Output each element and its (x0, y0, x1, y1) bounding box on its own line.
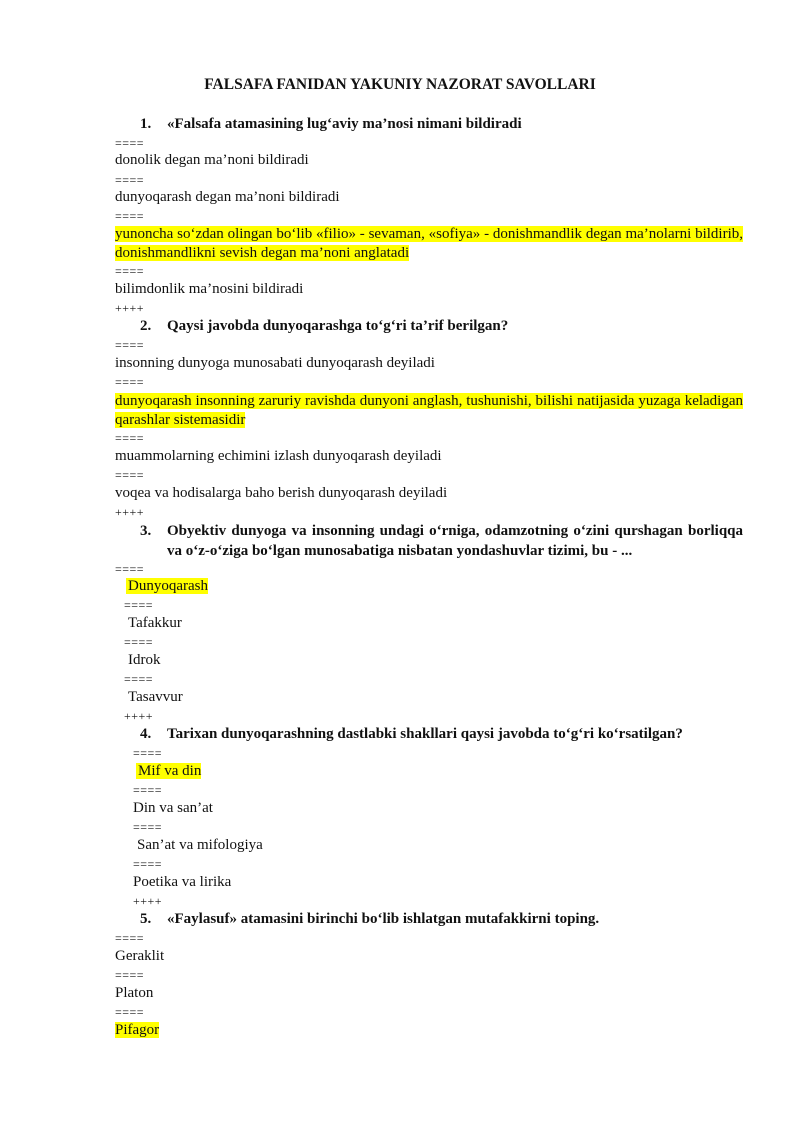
answer-option-correct (115, 225, 743, 262)
separator: ==== (115, 468, 145, 482)
separator: ==== (115, 209, 145, 223)
answer-option-correct (126, 577, 754, 596)
separator: ==== (115, 1005, 145, 1019)
separator: ==== (115, 431, 145, 445)
separator: ==== (115, 562, 145, 576)
end-marker: ++++ (115, 301, 145, 315)
correct-answer-highlight: Mif va din (138, 763, 202, 779)
separator: ==== (124, 672, 154, 686)
page-title: FALSAFA FANIDAN YAKUNIY NAZORAT SAVOLLARI (204, 76, 596, 93)
answer-option: muammolarning echimini izlash dunyoqarash deyiladi (115, 448, 442, 464)
question-text: Tarixan dunyoqarashning dastlabki shakllari qaysi javobda to‘g‘ri ko‘rsatilgan? (167, 726, 683, 742)
answer-option: Platon (115, 985, 154, 1001)
question-5 (140, 910, 743, 929)
answer-option: donolik degan ma’noni bildiradi (115, 152, 309, 168)
answer-option: San’at va mifologiya (137, 837, 263, 853)
separator: ==== (133, 746, 163, 760)
separator: ==== (115, 968, 145, 982)
question-3 (140, 521, 743, 561)
answer-option: Tafakkur (128, 615, 182, 631)
correct-answer-highlight: dunyoqarash insonning zaruriy ravishda dunyoni anglash, tushunishi, bilishi natijasida yuzaga keladigan qarashlar sistemasidir (115, 393, 743, 428)
answer-option-correct (115, 1021, 743, 1040)
separator: ==== (133, 820, 163, 834)
separator: ==== (133, 857, 163, 871)
answer-option: bilimdonlik ma’nosini bildiradi (115, 281, 304, 297)
correct-answer-highlight: Dunyoqarash (128, 578, 208, 594)
question-text: «Faylasuf» atamasini birinchi bo‘lib ishlatgan mutafakkirni toping. (167, 911, 600, 927)
question-text: «Falsafa atamasining lug‘aviy ma’nosi nimani bildiradi (167, 116, 522, 132)
answer-option: dunyoqarash degan ma’noni bildiradi (115, 189, 340, 205)
question-number: 1. (140, 116, 152, 132)
question-number: 5. (140, 911, 152, 927)
correct-answer-highlight: Pifagor (115, 1022, 160, 1038)
answer-option: Poetika va lirika (133, 874, 232, 890)
answer-option-correct (136, 762, 764, 781)
question-number: 4. (140, 726, 152, 742)
answer-option: Din va san’at (133, 800, 213, 816)
separator: ==== (115, 173, 145, 187)
question-2 (140, 317, 743, 336)
answer-option: insonning dunyoga munosabati dunyoqarash deyiladi (115, 355, 435, 371)
separator: ==== (133, 783, 163, 797)
question-number: 3. (140, 523, 152, 539)
question-number: 2. (140, 318, 152, 334)
answer-option: Geraklit (115, 948, 165, 964)
separator: ==== (115, 136, 145, 150)
answer-option: voqea va hodisalarga baho berish dunyoqarash deyiladi (115, 485, 448, 501)
question-4 (140, 725, 743, 744)
end-marker: ++++ (115, 505, 145, 519)
question-text: Qaysi javobda dunyoqarashga to‘g‘ri ta’rif berilgan? (167, 318, 509, 334)
separator: ==== (124, 635, 154, 649)
separator: ==== (115, 338, 145, 352)
end-marker: ++++ (124, 709, 154, 723)
question-text: Obyektiv dunyoga va insonning undagi o‘rniga, odamzotning o‘zini qurshagan borliqqa va o‘z-o‘ziga bo‘lgan munosabatiga nisbatan yondashuvlar tizimi, bu - ... (167, 523, 743, 559)
separator: ==== (115, 931, 145, 945)
question-1 (140, 115, 743, 134)
separator: ==== (115, 375, 145, 389)
separator: ==== (115, 264, 145, 278)
answer-option-correct (115, 392, 743, 429)
answer-option: Tasavvur (128, 689, 183, 705)
separator: ==== (124, 598, 154, 612)
correct-answer-highlight: yunoncha so‘zdan olingan bo‘lib «filio» - sevaman, «sofiya» - donishmandlik degan ma’nolarni bildirib, donishmandlikni sevish degan ma’noni anglatadi (115, 226, 743, 261)
answer-option: Idrok (128, 652, 161, 668)
end-marker: ++++ (133, 894, 163, 908)
